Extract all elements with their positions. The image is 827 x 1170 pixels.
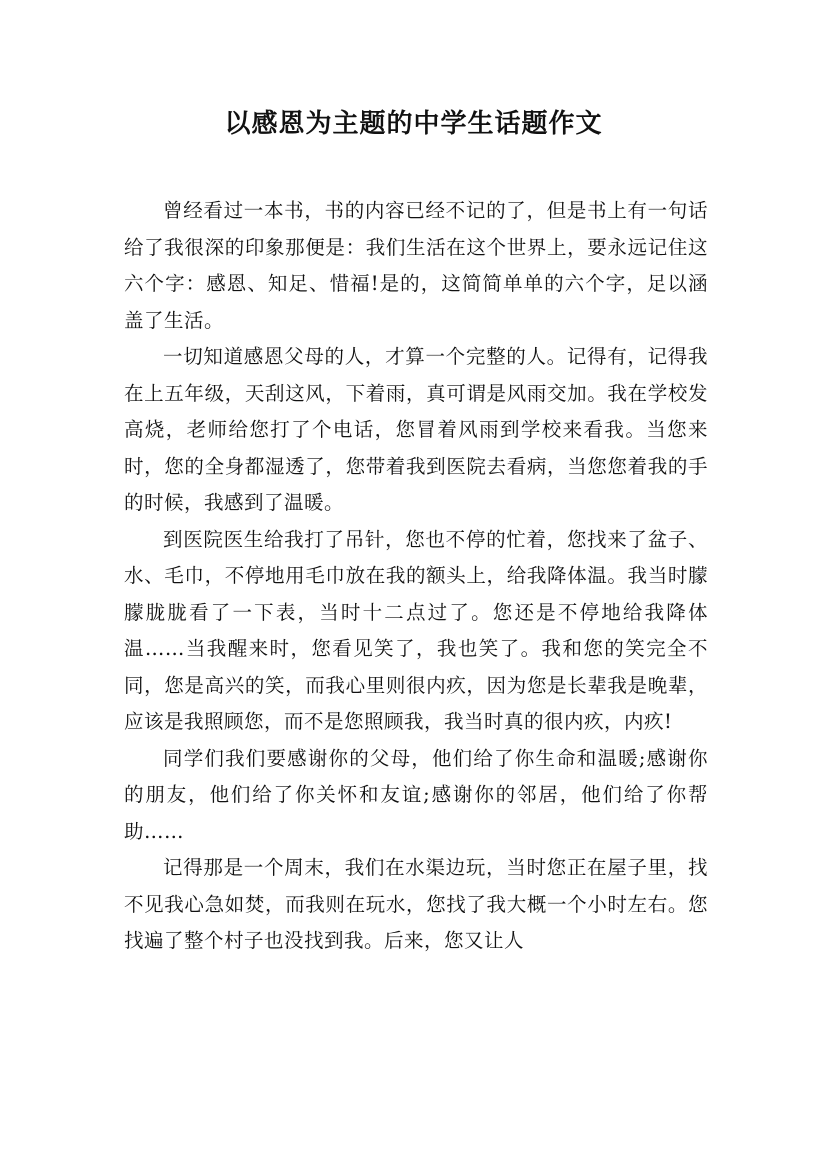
document-title: 以感恩为主题的中学生话题作文 xyxy=(224,109,603,139)
paragraph-2: 一切知道感恩父母的人，才算一个完整的人。记得有，记得我在上五年级，天刮这风，下着雨，真可谓是风雨交加。我在学校发高烧，老师给您打了个电话，您冒着风雨到学校来看我。当您来时，您的全身都湿透了，您带着我到医院去看病，当您您着我的手的时候，我感到了温暖。 xyxy=(124,345,708,514)
paragraph-4: 同学们我们要感谢你的父母，他们给了你生命和温暖;感谢你的朋友，他们给了你关怀和友谊;感谢你的邻居，他们给了你帮助…… xyxy=(124,746,708,843)
paragraph-3: 到医院医生给我打了吊针，您也不停的忙着，您找来了盆子、水、毛巾，不停地用毛巾放在我的额头上，给我降体温。我当时朦朦胧胧看了一下表，当时十二点过了。您还是不停地给我降体温……当我醒来时，您看见笑了，我也笑了。我和您的笑完全不同，您是高兴的笑，而我心里则很内疚，因为您是长辈我是晚辈，应该是我照顾您，而不是您照顾我，我当时真的很内疚，内疚! xyxy=(124,527,708,733)
paragraph-5: 记得那是一个周末，我们在水渠边玩，当时您正在屋子里，找不见我心急如焚，而我则在玩水，您找了我大概一个小时左右。您找遍了整个村子也没找到我。后来，您又让人 xyxy=(124,856,708,952)
document-body xyxy=(124,193,708,960)
paragraph-1: 曾经看过一本书，书的内容已经不记的了，但是书上有一句话给了我很深的印象那便是：我们生活在这个世界上，要永远记住这六个字：感恩、知足、惜福!是的，这简简单单的六个字，足以涵盖了生活。 xyxy=(124,199,708,332)
